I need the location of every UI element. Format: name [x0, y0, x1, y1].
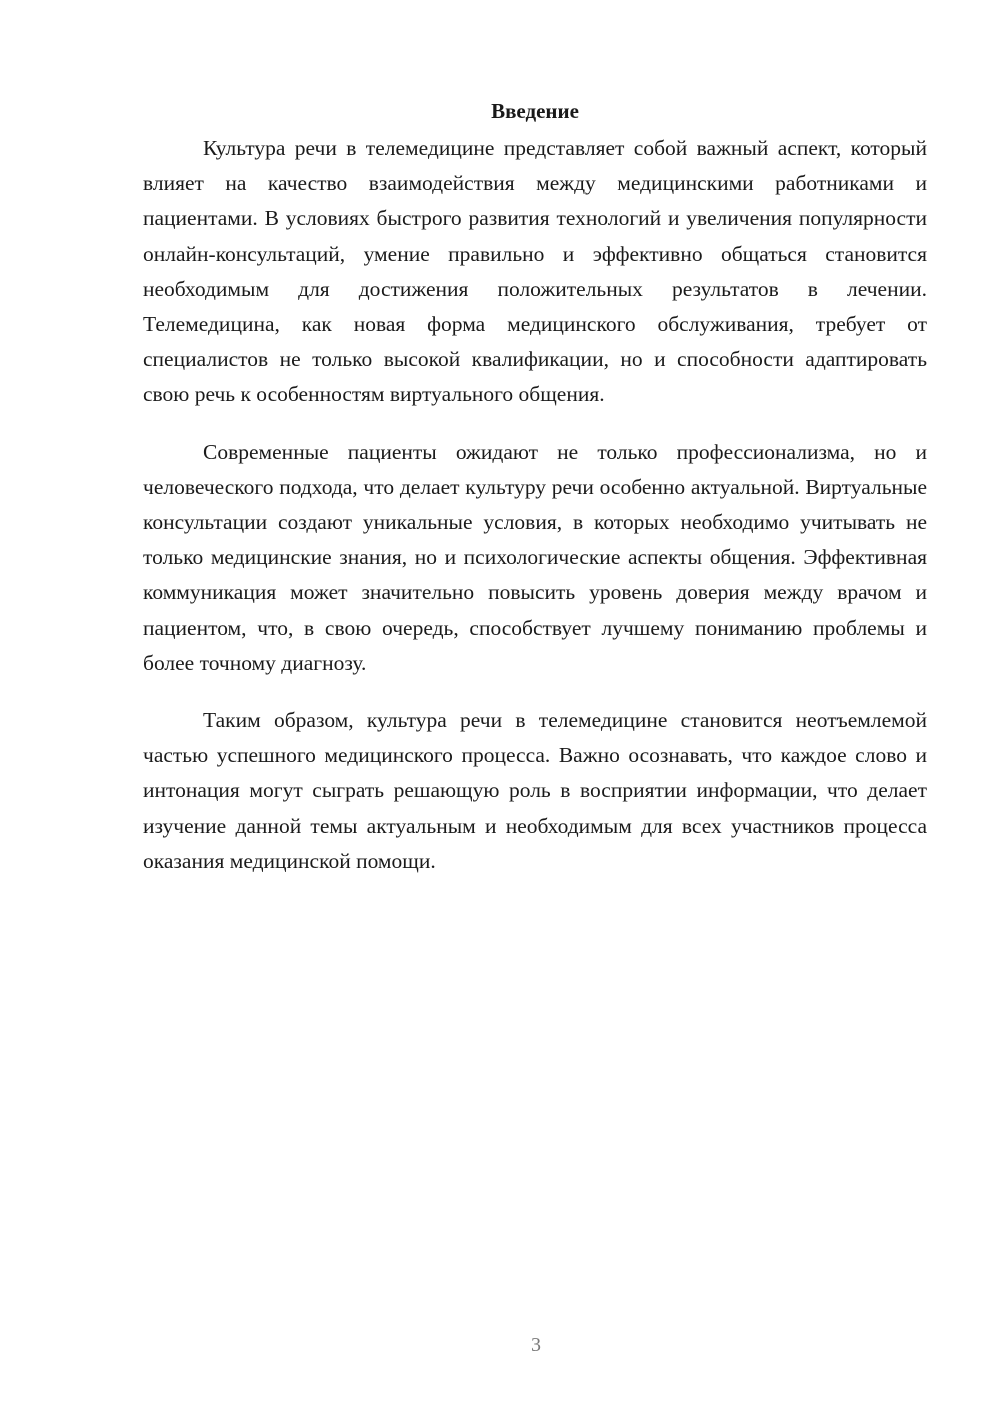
- paragraph-2: Современные пациенты ожидают не только профессионализма, но и человеческого подхода, что делает культуру речи особенно актуальной. Виртуальные консультации создают уникальные условия, в которых необходимо учитывать не только медицинские знания, но и психологические аспекты общения. Эффективная коммуникация может значительно повысить уровень доверия между врачом и пациентом, что, в свою очередь, способствует лучшему пониманию проблемы и более точному диагнозу.: [143, 439, 927, 675]
- section-heading: Введение: [491, 99, 579, 123]
- page-content: [143, 95, 927, 901]
- paragraph-3: Таким образом, культура речи в телемедицине становится неотъемлемой частью успешного медицинского процесса. Важно осознавать, что каждое слово и интонация могут сыграть решающую роль в восприятии информации, что делает изучение данной темы актуальным и необходимым для всех участников процесса оказания медицинской помощи.: [143, 708, 927, 873]
- page-number: 3: [531, 1334, 541, 1356]
- paragraph-1: Культура речи в телемедицине представляет собой важный аспект, который влияет на качество взаимодействия между медицинскими работниками и пациентами. В условиях быстрого развития технологий и увеличения популярности онлайн-консультаций, умение правильно и эффективно общаться становится необходимым для достижения положительных результатов в лечении. Телемедицина, как новая форма медицинского обслуживания, требует от специалистов не только высокой квалификации, но и способности адаптировать свою речь к особенностям виртуального общения.: [143, 136, 927, 407]
